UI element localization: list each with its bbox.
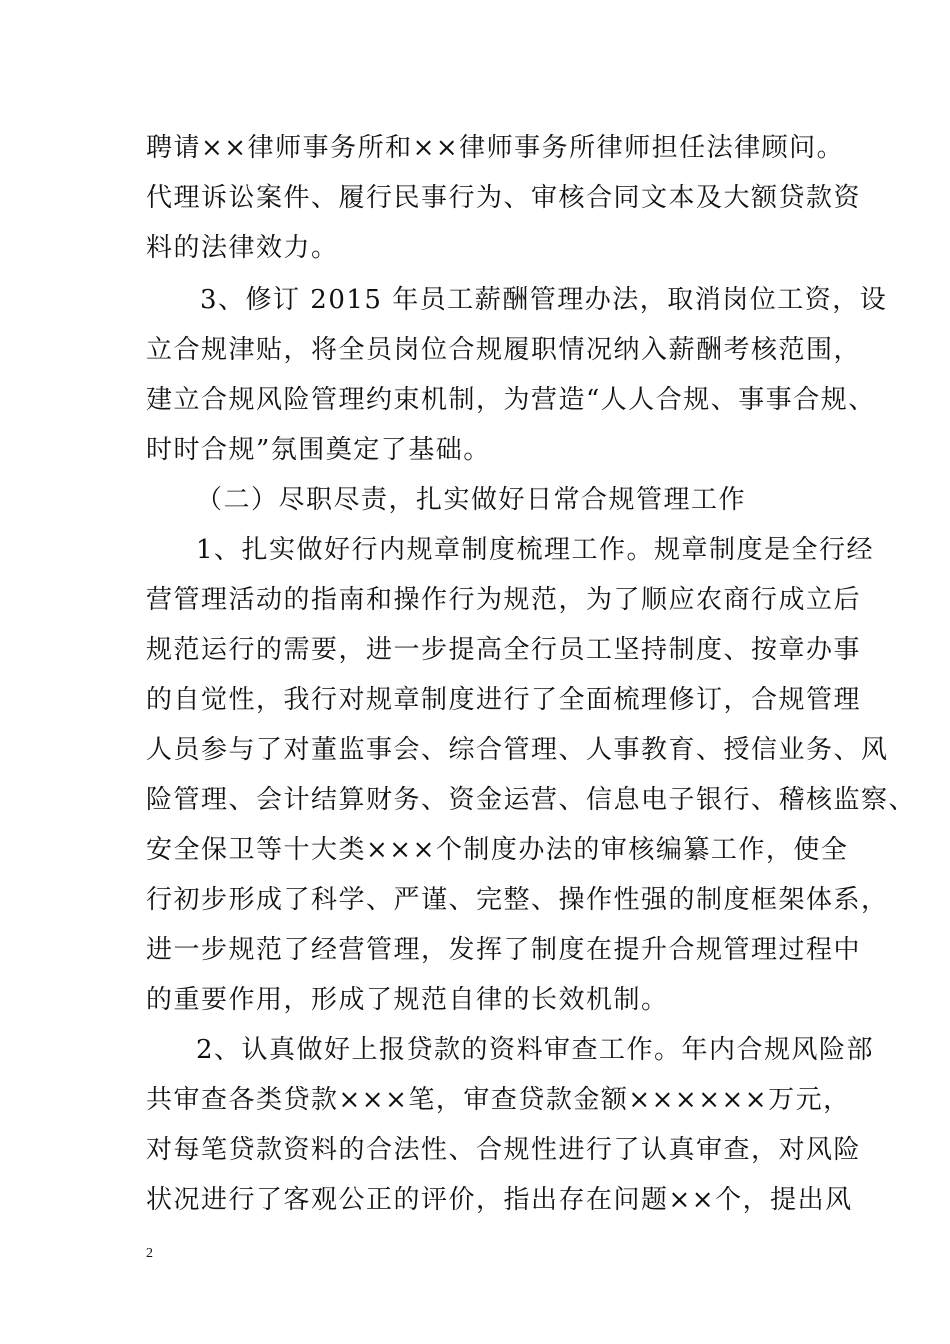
text-line: 安全保卫等十大类×××个制度办法的审核编纂工作，使全 (146, 835, 849, 865)
text-line: 的重要作用，形成了规范自律的长效机制。 (146, 985, 669, 1015)
text-line: 营管理活动的指南和操作行为规范，为了顺应农商行成立后 (146, 585, 862, 615)
paragraph-start-line: 3、修订 2015 年员工薪酬管理办法，取消岗位工资，设 (200, 285, 888, 315)
text-line: 状况进行了客观公正的评价，指出存在问题××个，提出风 (146, 1185, 853, 1215)
paragraph-start-line: 2、认真做好上报贷款的资料审查工作。年内合规风险部 (196, 1035, 875, 1065)
text-line: 险管理、会计结算财务、资金运营、信息电子银行、稽核监察、 (146, 785, 917, 815)
page-number: 2 (146, 1246, 153, 1261)
paragraph-start-line: 1、扎实做好行内规章制度梳理工作。规章制度是全行经 (196, 535, 875, 565)
text-line: 聘请××律师事务所和××律师事务所律师担任法律顾问。 (146, 133, 845, 163)
text-line: 规范运行的需要，进一步提高全行员工坚持制度、按章办事 (146, 635, 862, 665)
text-line: 对每笔贷款资料的合法性、合规性进行了认真审查，对风险 (146, 1135, 862, 1165)
section-heading: （二）尽职尽责，扎实做好日常合规管理工作 (196, 485, 747, 515)
text-line: 人员参与了对董监事会、综合管理、人事教育、授信业务、风 (146, 735, 889, 765)
text-line: 代理诉讼案件、履行民事行为、审核合同文本及大额贷款资 (146, 183, 862, 213)
text-line: 共审查各类贷款×××笔，审查贷款金额××××××万元， (146, 1085, 851, 1115)
text-line: 进一步规范了经营管理，发挥了制度在提升合规管理过程中 (146, 935, 862, 965)
text-line: 建立合规风险管理约束机制，为营造“人人合规、事事合规、 (146, 385, 876, 415)
text-line: 的自觉性，我行对规章制度进行了全面梳理修订，合规管理 (146, 685, 862, 715)
text-line: 立合规津贴，将全员岗位合规履职情况纳入薪酬考核范围， (146, 335, 862, 365)
text-line: 时时合规”氛围奠定了基础。 (146, 435, 491, 465)
text-line: 料的法律效力。 (146, 233, 339, 263)
text-line: 行初步形成了科学、严谨、完整、操作性强的制度框架体系， (146, 885, 889, 915)
